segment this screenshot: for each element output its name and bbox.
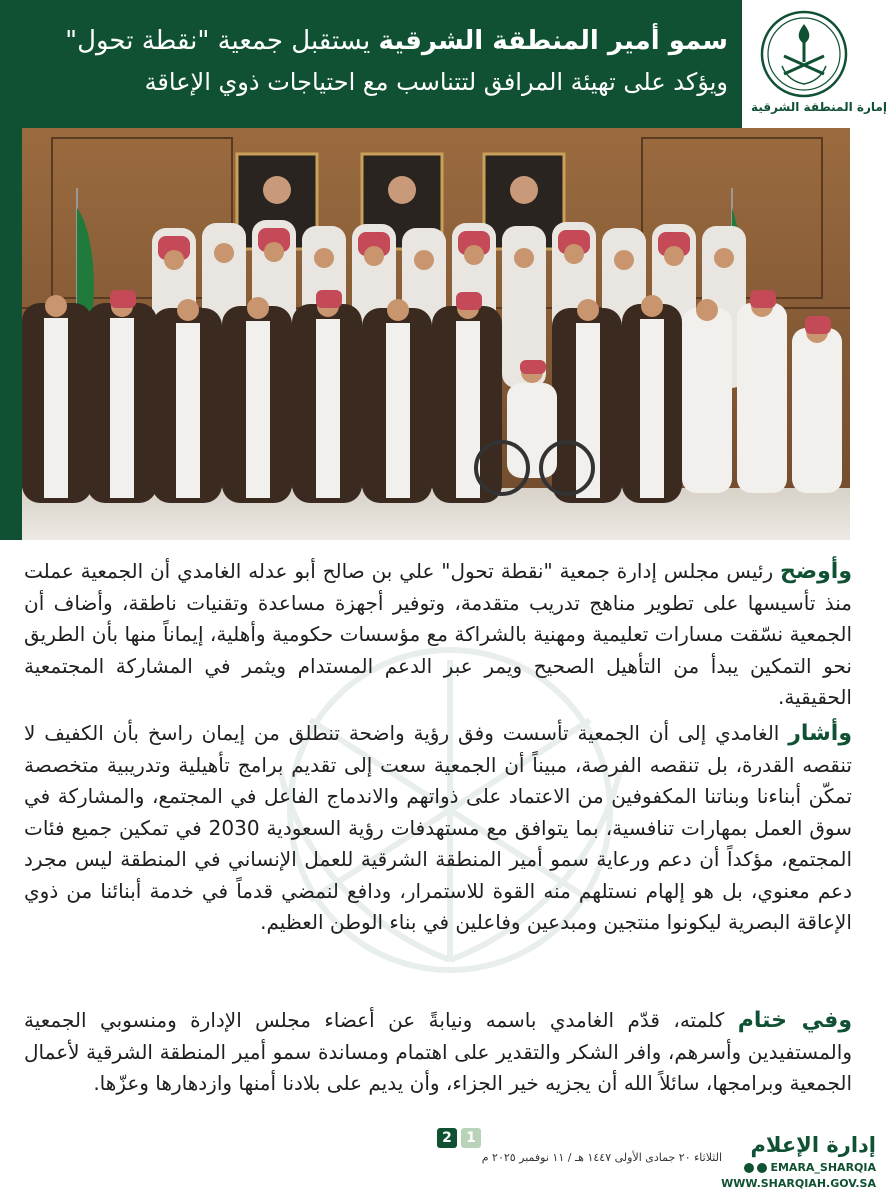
website-link[interactable]: WWW.SHARQIAH.GOV.SA	[721, 1177, 876, 1190]
header-banner	[0, 0, 742, 128]
department-name: إدارة الإعلام	[750, 1133, 876, 1157]
paragraph-2-text: الغامدي إلى أن الجمعية تأسست وفق رؤية واضحة تنطلق من إيمان راسخ بأن الكفيف لا تنقصه القدرة، بل تنقصه الفرصة، مبيناً أن الجمعية سعت إلى تقديم برامج تأهيلية وتدريبية متخصصة تمكّن أبناءنا وبناتنا المكفوفين من الاعتماد على ذواتهم والاندماج الفاعل في المجتمع، والمشاركة في سوق العمل بمهارات تنافسية، بما يتوافق مع مستهدفات رؤية السعودية 2030 في تمكين جميع فئات المجتمع، مؤكداً أن دعم ورعاية سمو أمير المنطقة الشرقية للعمل الإنساني في المنطقة ليس مجرد دعم معنوي، بل هو إلهام نستلهم منه القوة للاستمرار، ودافع لنمضي قدماً في خدمة أبنائنا من ذوي الإعاقة البصرية ليكونوا منتجين ومبدعين وفاعلين في بناء الوطن العظيم.	[24, 721, 853, 934]
group-photo	[22, 128, 850, 540]
headline-rest: يستقبل جمعية "نقطة تحول"	[65, 26, 379, 56]
paragraph-3-text: كلمته، قدّم الغامدي باسمه ونيابةً عن أعضاء مجلس الإدارة ومنسوبي الجمعية والمستفيدين وأسرهم، وافر الشكر والتقدير على اهتمام ومساندة سمو أمير المنطقة الشرقية لأعمال الجمعية وبرامجها، سائلاً الله أن يجزيه خير الجزاء، وأن يديم على بلادنا أمنها وازدهارها وعزّها.	[24, 1008, 852, 1095]
group-photo-image	[22, 128, 850, 540]
paragraph-3-lead: وفي ختام	[737, 1008, 852, 1033]
saudi-emblem-icon	[760, 10, 848, 98]
social-handle-text: EMARA_SHARQIA	[770, 1161, 876, 1174]
paragraph-1	[24, 556, 852, 714]
paragraph-1-text: رئيس مجلس إدارة جمعية "نقطة تحول" علي بن صالح أبو عدله الغامدي أن الجمعية عملت منذ تأسيسها على تطوير مناهج تدريب متقدمة، وتوفير أجهزة مساعدة وتقنيات ناطقة، وأضاف أن الجمعية نسّقت مسارات تعليمية ومهنية بالشراكة مع مؤسسات حكومية وأهلية، إيماناً منها بأن الطريق نحو التمكين يبدأ من التأهيل الصحيح ويمر عبر الدعم المستدام ويثمر في المشاركة المجتمعية الحقيقية.	[24, 559, 852, 709]
page-number-other[interactable]: 1	[461, 1128, 481, 1148]
logo-label: إمارة المنطقة الشرقية	[751, 100, 887, 114]
subheadline: ويؤكد على تهيئة المرافق لتتناسب مع احتياجات ذوي الإعاقة	[144, 68, 728, 96]
paragraph-1-lead: وأوضح	[779, 559, 852, 584]
paragraph-2-lead: وأشار	[788, 721, 852, 746]
page-number-current[interactable]: 2	[437, 1128, 457, 1148]
social-handle[interactable]	[744, 1161, 876, 1174]
paragraph-3	[24, 1005, 852, 1100]
headline	[8, 26, 728, 56]
instagram-icon	[757, 1163, 767, 1173]
page-indicator	[437, 1128, 481, 1148]
paragraph-2	[24, 718, 852, 939]
x-icon	[744, 1163, 754, 1173]
headline-accent: سمو أمير المنطقة الشرقية	[378, 26, 728, 56]
publish-date: الثلاثاء ٢٠ جمادى الأولى ١٤٤٧ هـ / ١١ نوفمبر ٢٠٢٥ م	[481, 1151, 722, 1164]
left-green-bar	[0, 128, 22, 540]
